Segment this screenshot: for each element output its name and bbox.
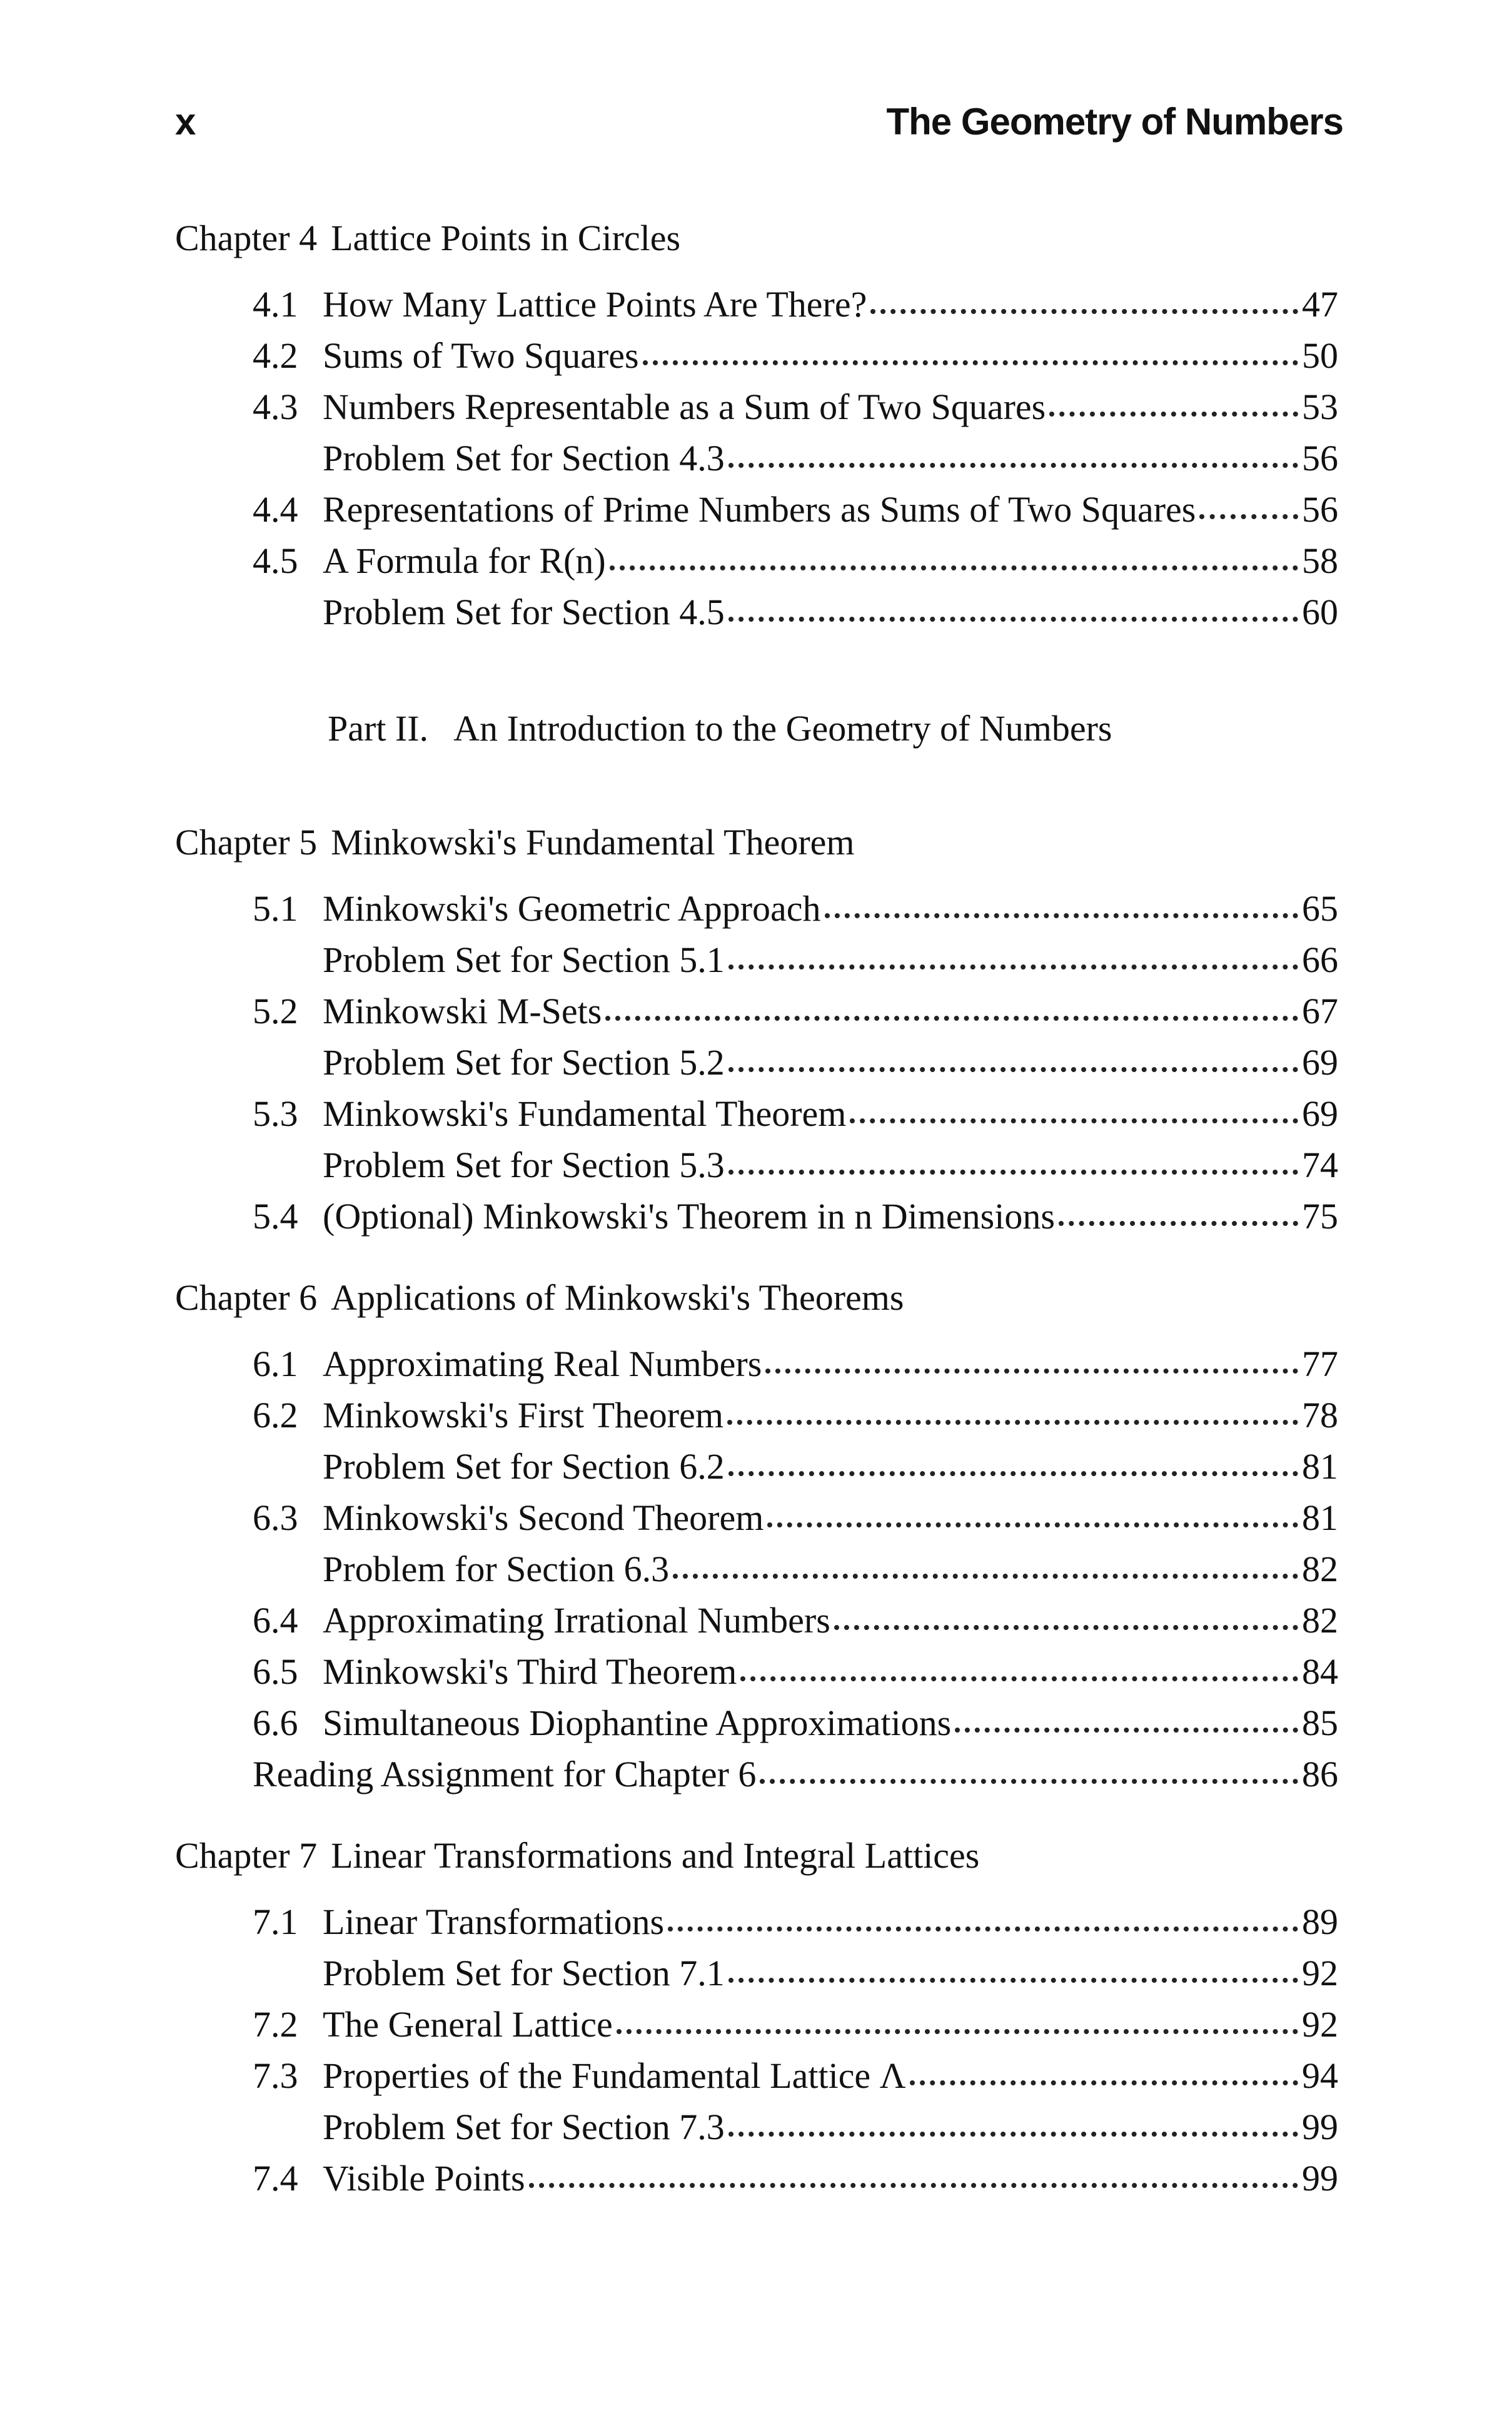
page-number: 92 [1302,1953,1338,1993]
table-of-contents [175,213,1338,2204]
dot-leader [728,2132,1298,2137]
page-number: 99 [1302,2158,1338,2199]
page-number: 75 [1302,1196,1338,1237]
section-title: Minkowski's Third Theorem [323,1651,737,1692]
toc-entry [253,1390,1338,1441]
toc-entry [253,1088,1338,1140]
section-number: 6.1 [253,1344,298,1384]
dot-leader [760,1779,1298,1784]
toc-entry [253,382,1338,433]
chapter-label: Chapter 5 [175,822,318,863]
dot-leader [1199,514,1298,519]
page-number: 77 [1302,1344,1338,1384]
toc-entry [253,883,1338,934]
section-number: 7.1 [253,1901,298,1942]
toc-entry [253,2153,1338,2204]
chapter-title: Linear Transformations and Integral Lattices [331,1835,980,1876]
page-number: 47 [1302,284,1338,325]
section-number: 6.3 [253,1497,298,1538]
section-title: Simultaneous Diophantine Approximations [323,1703,952,1743]
section-title: Numbers Representable as a Sum of Two Squares [323,387,1046,427]
toc-entry [253,1492,1338,1544]
section-title: Approximating Irrational Numbers [323,1600,830,1641]
page-number: 89 [1302,1901,1338,1942]
section-title: Approximating Real Numbers [323,1344,762,1384]
chapter-entries [175,1896,1338,2204]
page-number: 82 [1302,1600,1338,1641]
part-heading [175,703,1338,754]
running-head-title: The Geometry of Numbers [886,101,1343,143]
section-title: Sums of Two Squares [323,335,639,376]
section-number: 5.2 [253,991,298,1031]
page-number: 66 [1302,939,1338,980]
page-number: 53 [1302,387,1338,427]
chapter-label: Chapter 7 [175,1835,318,1876]
dot-leader [605,1016,1298,1021]
page-number: 86 [1302,1754,1338,1795]
toc-entry [253,535,1338,587]
dot-leader [1059,1221,1298,1226]
chapter-heading [175,213,1338,264]
dot-leader [728,1170,1298,1175]
section-title: A Formula for R(n) [323,540,606,581]
section-title: Representations of Prime Numbers as Sums of Two Squares [323,489,1196,530]
toc-entry-problem-set [253,1441,1338,1492]
dot-leader [728,1471,1298,1476]
section-title: Visible Points [323,2158,525,2199]
page-number: 69 [1302,1093,1338,1134]
section-title: Minkowski M-Sets [323,991,602,1031]
page-number: 56 [1302,489,1338,530]
page-number: 74 [1302,1145,1338,1185]
spacer [175,1242,1338,1272]
section-title: How Many Lattice Points Are There? [323,284,867,325]
page-number: 81 [1302,1497,1338,1538]
dot-leader [728,964,1298,969]
dot-leader [767,1522,1298,1527]
chapter-7 [175,1830,1338,2204]
toc-entry [253,330,1338,382]
dot-leader [728,1978,1298,1983]
page-number: 92 [1302,2004,1338,2045]
dot-leader [825,913,1298,918]
section-title: Properties of the Fundamental Lattice Λ [323,2055,906,2096]
section-title: The General Lattice [323,2004,613,2045]
dot-leader [728,617,1298,622]
section-title: Problem Set for Section 5.3 [323,1145,725,1185]
section-title: Problem Set for Section 5.1 [323,939,725,980]
section-title: Reading Assignment for Chapter 6 [253,1754,757,1795]
dot-leader [529,2183,1298,2188]
page-number: 50 [1302,335,1338,376]
section-number: 6.5 [253,1651,298,1692]
section-title: Problem for Section 6.3 [323,1549,670,1589]
chapter-4 [175,213,1338,638]
dot-leader [765,1369,1298,1374]
page-number: 94 [1302,2055,1338,2096]
dot-leader [610,565,1298,570]
page-number: 58 [1302,540,1338,581]
section-number: 7.2 [253,2004,298,2045]
toc-entry [253,1698,1338,1749]
chapter-6 [175,1272,1338,1800]
toc-entry-problem-set [253,2102,1338,2153]
dot-leader [728,463,1298,468]
section-number: 5.1 [253,888,298,929]
dot-leader [673,1574,1298,1579]
toc-entry [253,279,1338,330]
page-number: 56 [1302,438,1338,478]
page-number: 85 [1302,1703,1338,1743]
page-number: 99 [1302,2107,1338,2147]
dot-leader [870,309,1298,314]
toc-entry-problem-set [253,587,1338,638]
section-number: 6.6 [253,1703,298,1743]
toc-entry-problem-set [253,433,1338,484]
page-number: 78 [1302,1395,1338,1435]
toc-entry [253,1339,1338,1390]
section-title: Problem Set for Section 7.1 [323,1953,725,1993]
toc-entry [253,1999,1338,2050]
page-number: 82 [1302,1549,1338,1589]
dot-leader [910,2080,1298,2085]
running-head [175,100,1343,150]
chapter-label: Chapter 6 [175,1277,318,1318]
section-title: Minkowski's Geometric Approach [323,888,821,929]
dot-leader [834,1625,1298,1630]
toc-entry [253,1191,1338,1242]
page-number: 67 [1302,991,1338,1031]
dot-leader [668,1926,1298,1931]
section-number: 6.4 [253,1600,298,1641]
toc-entry-problem-set [253,1037,1338,1088]
part-title: An Introduction to the Geometry of Numbers [453,708,1112,749]
toc-entry [253,1896,1338,1948]
spacer [175,1800,1338,1830]
toc-entry-problem-set [253,934,1338,986]
dot-leader [740,1676,1298,1681]
toc-entry [253,1646,1338,1698]
chapter-title: Minkowski's Fundamental Theorem [331,822,855,863]
chapter-entries [175,279,1338,638]
chapter-label: Chapter 4 [175,218,318,258]
chapter-title: Applications of Minkowski's Theorems [331,1277,904,1318]
toc-entry-problem-set [253,1948,1338,1999]
chapter-heading [175,1272,1338,1324]
chapter-heading [175,1830,1338,1881]
section-number: 7.3 [253,2055,298,2096]
chapter-entries [175,883,1338,1242]
dot-leader [727,1420,1298,1425]
section-title: Linear Transformations [323,1901,665,1942]
dot-leader [643,360,1298,365]
page-number: 69 [1302,1042,1338,1083]
section-title: (Optional) Minkowski's Theorem in n Dimensions [323,1196,1055,1237]
chapter-heading [175,817,1338,868]
chapter-title: Lattice Points in Circles [331,218,681,258]
section-title: Problem Set for Section 6.2 [323,1446,725,1487]
section-number: 7.4 [253,2158,298,2199]
toc-entry [253,2050,1338,2102]
section-title: Minkowski's First Theorem [323,1395,723,1435]
section-title: Problem Set for Section 7.3 [323,2107,725,2147]
part-label: Part II. [328,708,429,749]
toc-entry [253,484,1338,535]
dot-leader [1049,412,1298,417]
dot-leader [728,1067,1298,1072]
page-number: 65 [1302,888,1338,929]
section-title: Minkowski's Second Theorem [323,1497,764,1538]
section-title: Problem Set for Section 4.5 [323,592,725,632]
page-number: 81 [1302,1446,1338,1487]
section-title: Problem Set for Section 4.3 [323,438,725,478]
section-number: 4.4 [253,489,298,530]
section-number: 6.2 [253,1395,298,1435]
chapter-5 [175,817,1338,1242]
toc-entry-reading-assignment [253,1749,1338,1800]
toc-entry [253,1595,1338,1646]
section-number: 5.3 [253,1093,298,1134]
section-title: Problem Set for Section 5.2 [323,1042,725,1083]
dot-leader [617,2029,1298,2034]
toc-entry-problem-set [253,1544,1338,1595]
toc-entry [253,986,1338,1037]
section-number: 4.3 [253,387,298,427]
toc-entry-problem-set [253,1140,1338,1191]
page-folio: x [175,101,196,143]
section-number: 5.4 [253,1196,298,1237]
section-number: 4.1 [253,284,298,325]
dot-leader [850,1118,1298,1123]
section-number: 4.2 [253,335,298,376]
section-title: Minkowski's Fundamental Theorem [323,1093,847,1134]
dot-leader [955,1728,1298,1733]
page-number: 60 [1302,592,1338,632]
section-number: 4.5 [253,540,298,581]
page-number: 84 [1302,1651,1338,1692]
chapter-entries [175,1339,1338,1800]
